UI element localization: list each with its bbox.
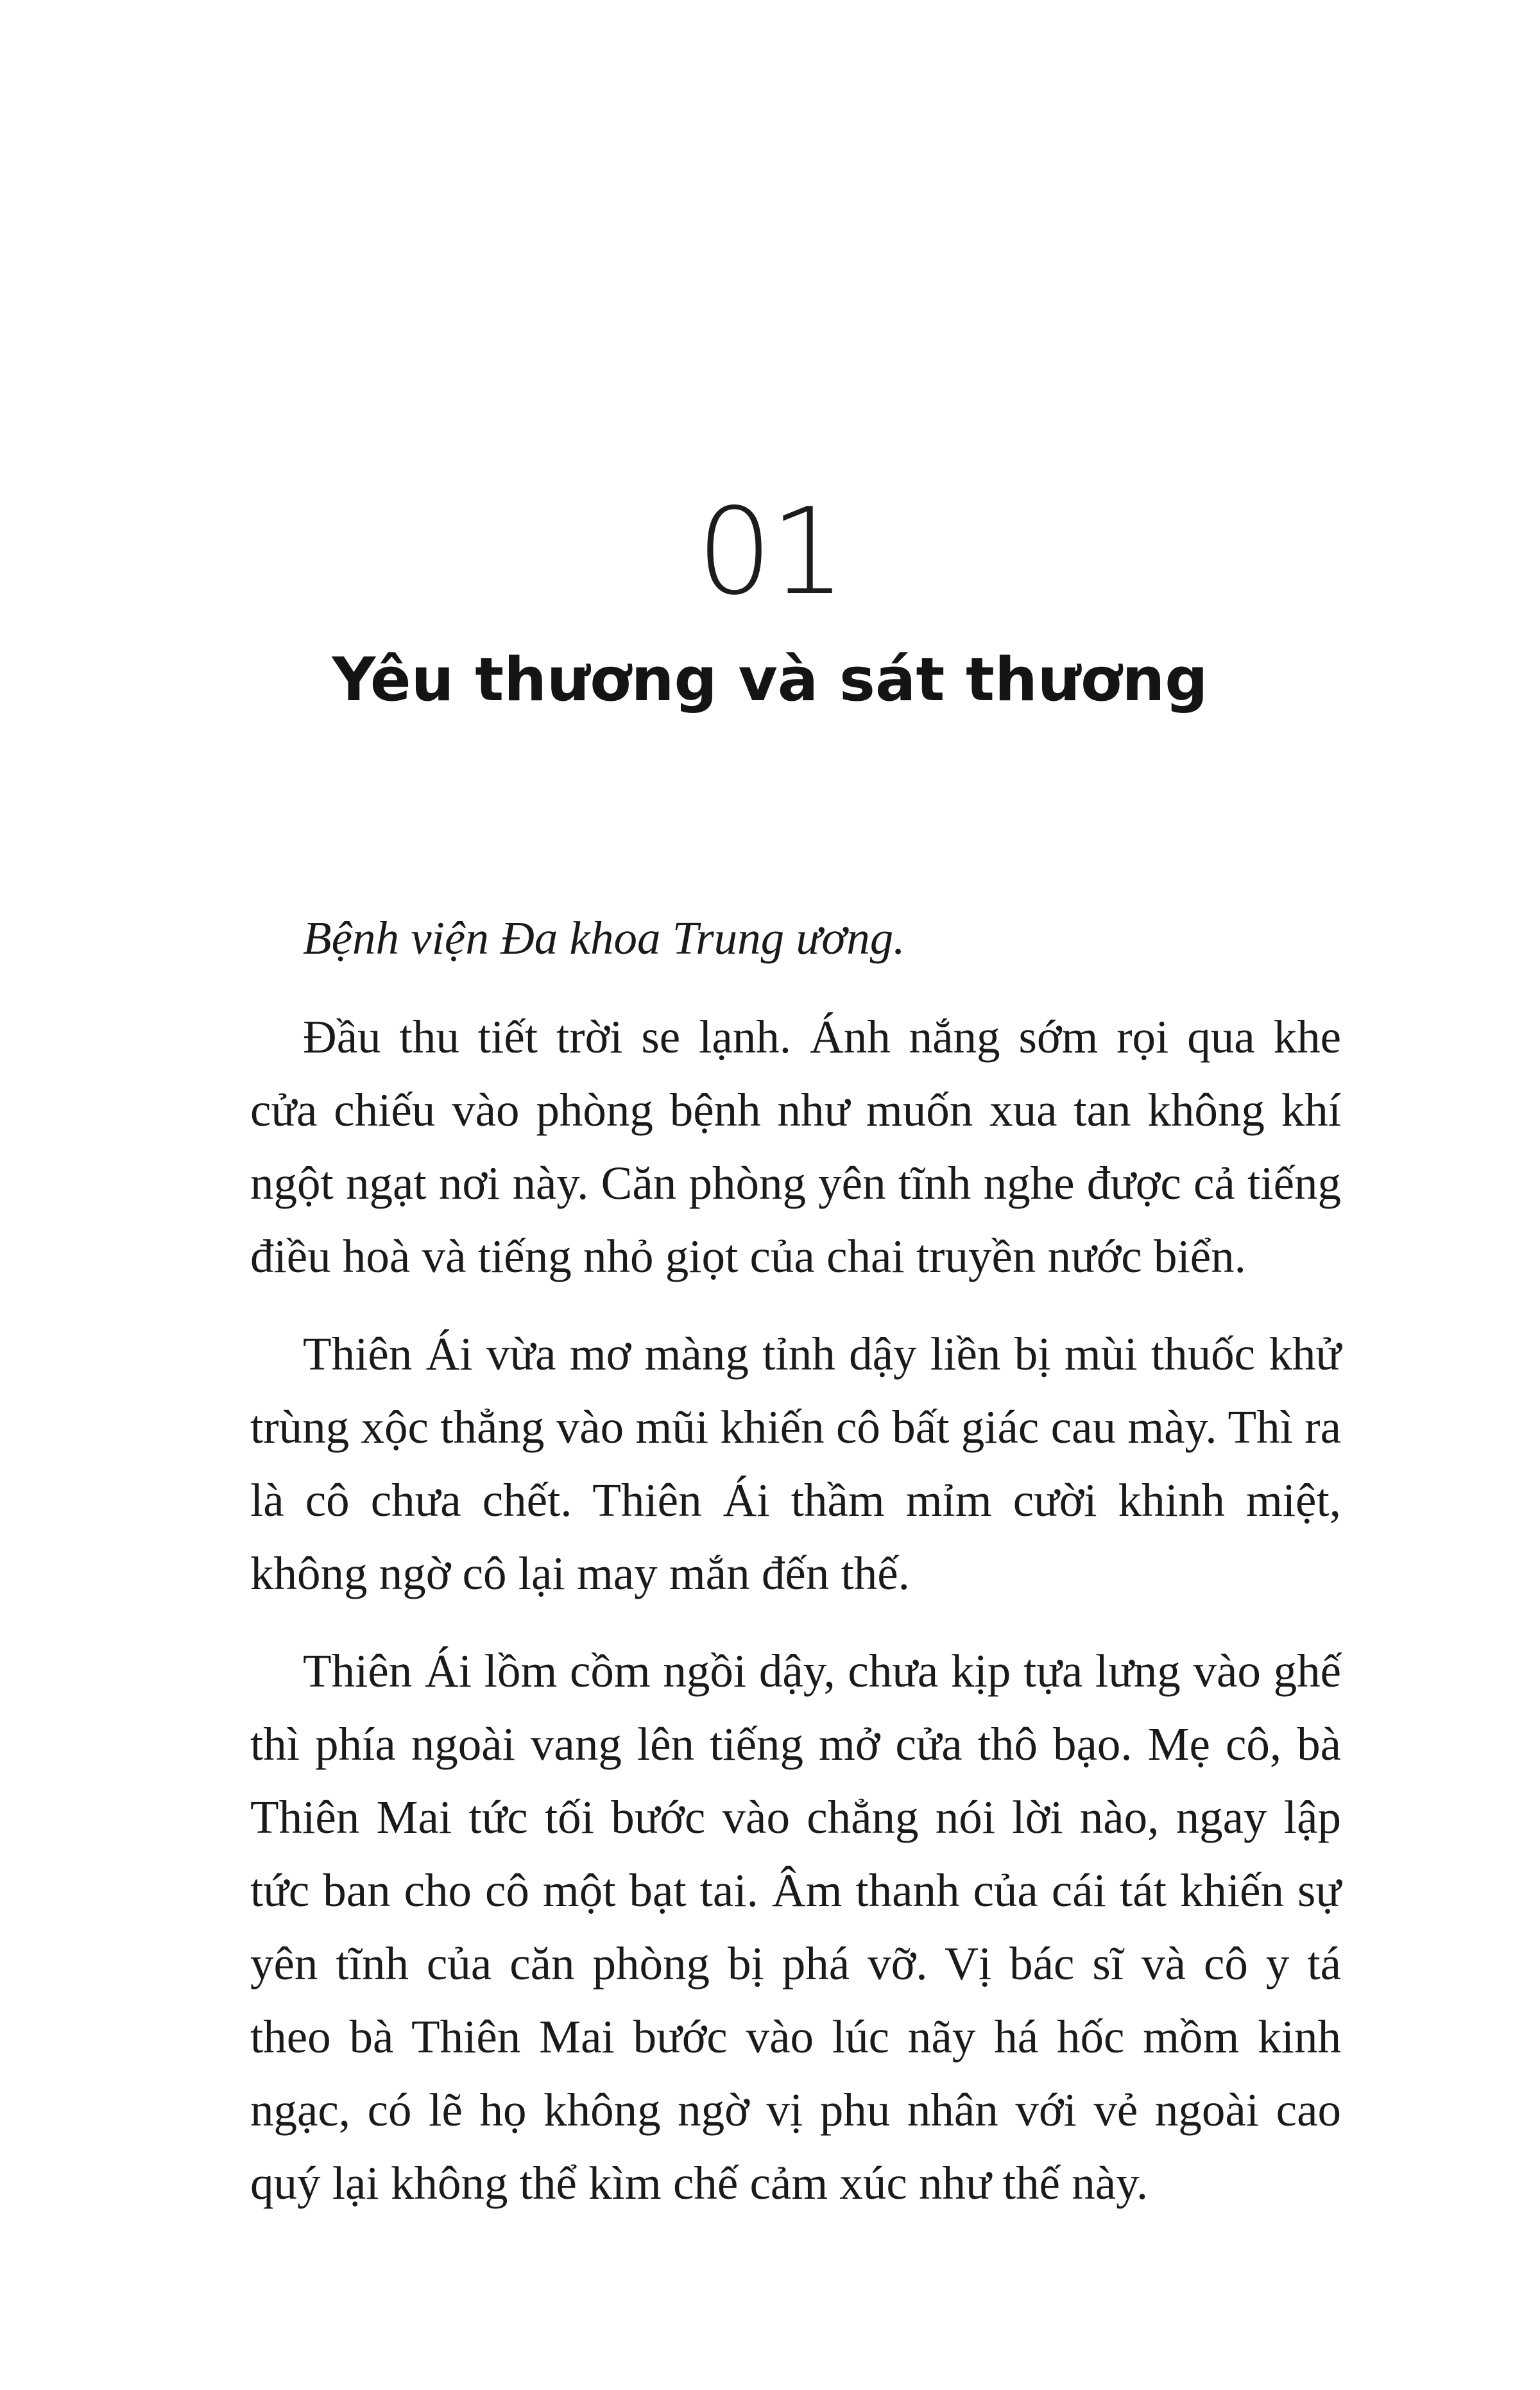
- paragraph: Thiên Ái vừa mơ màng tỉnh dậy liền bị mùi thuốc khử trùng xộc thẳng vào mũi khiến cô bất giác cau mày. Thì ra là cô chưa chết. Thiên Ái thầm mỉm cười khinh miệt, không ngờ cô lại may mắn đến thế.: [250, 1328, 1341, 1599]
- chapter-body: [250, 902, 1341, 2244]
- chapter-number: 01: [696, 482, 844, 621]
- paragraph: Đầu thu tiết trời se lạnh. Ánh nắng sớm rọi qua khe cửa chiếu vào phòng bệnh như muốn xua tan không khí ngột ngạt nơi này. Căn phòng yên tĩnh nghe được cả tiếng điều hoà và tiếng nhỏ giọt của chai truyền nước biển.: [250, 1011, 1341, 1282]
- location-line: Bệnh viện Đa khoa Trung ương.: [303, 912, 905, 964]
- chapter-title: Yêu thương và sát thương: [332, 645, 1208, 715]
- paragraph: Thiên Ái lồm cồm ngồi dậy, chưa kịp tựa lưng vào ghế thì phía ngoài vang lên tiếng mở cửa thô bạo. Mẹ cô, bà Thiên Mai tức tối bước vào chẳng nói lời nào, ngay lập tức ban cho cô một bạt tai. Âm thanh của cái tát khiến sự yên tĩnh của căn phòng bị phá vỡ. Vị bác sĩ và cô y tá theo bà Thiên Mai bước vào lúc nãy há hốc mồm kinh ngạc, có lẽ họ không ngờ vị phu nhân với vẻ ngoài cao quý lại không thể kìm chế cảm xúc như thế này.: [250, 1645, 1341, 2209]
